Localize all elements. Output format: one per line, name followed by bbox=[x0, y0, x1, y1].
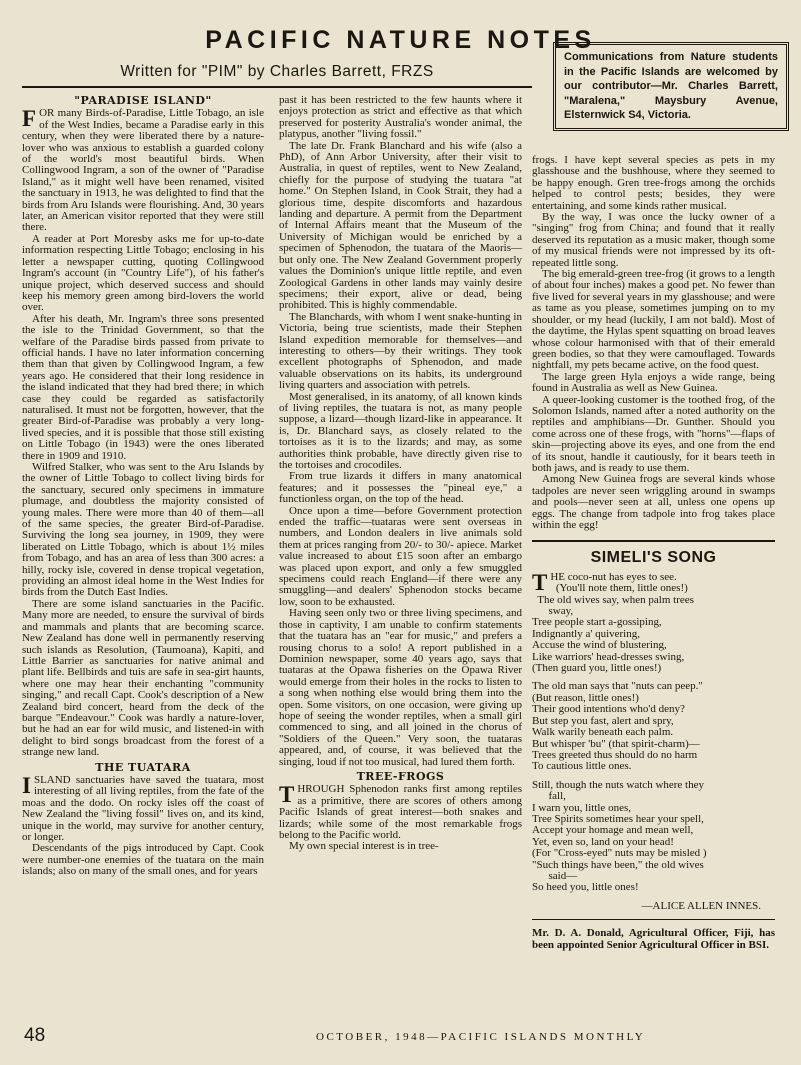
poem-line: Accept your homage and mean well, bbox=[532, 824, 694, 837]
poem-line: Tree people start a-gossiping, bbox=[532, 616, 662, 629]
page-number: 48 bbox=[24, 1025, 46, 1046]
paragraph: There are some island sanctuaries in the Pacific. Many more are needed, to ensure the survival of birds and mammals and plants that are becoming scarce. New Zealand has done well in permanently reserving such islands as Resolution, (Taumoana), Kapiti, and Little Barrier as sanctuaries for native animal and plant life. Bellbirds and tuis are safe in sea-girt haunts, where one may hear their enchanting "community singing," and recall Capt. Cook's description of a New Zealand bird concert, heard from the deck of the barque "Endeavour." Cook was hardly a nature-lover, but he had an ear for wild music, and listened-in with delight to bird songs broadcast from the forest of a strange new land. bbox=[22, 597, 264, 759]
paragraph: Most generalised, in its anatomy, of all known kinds of living reptiles, the tuatara is not, as many people suppose, a lizard—though lizard-like in appearance. It is, Dr. Blanchard says, as closely related to the tortoises as it is to the lizards; and may, as some authorities think probable, have directly given rise to the tortoises and crocodiles. bbox=[279, 390, 522, 471]
poem-stanza-2 bbox=[532, 681, 775, 772]
poem-stanza-3 bbox=[532, 780, 775, 894]
poem-line: (But reason, little ones!) bbox=[532, 691, 639, 704]
contributions-notice: Communications from Nature students in the Pacific Islands are welcomed by our contributor—Mr. Charles Barrett, "Maralena," Maysbury Avenue, Elsternwick S4, Victoria. bbox=[553, 42, 789, 131]
paragraph: Once upon a time—before Government protection ended the traffic—tuataras were sent overseas in numbers, and London dealers in live animals sold them at prices ranging from 20/- to 30/- apiece. Market value increased to about £15 soon after an embargo was placed upon export, and only a few smuggled specimens could reach England—if there were any smuggling—and dealers' Sphenodon stocks became low, soon to be exhausted. bbox=[279, 504, 522, 608]
poem-line: Like warriors' head-dresses swing, bbox=[532, 650, 685, 663]
section-heading-paradise-island: "PARADISE ISLAND" bbox=[74, 94, 212, 107]
poem-line: (Then guard you, little ones!) bbox=[532, 662, 662, 675]
divider bbox=[532, 540, 775, 542]
poem-line: Yet, even so, land on your head! bbox=[532, 835, 674, 848]
poem-line: Indignantly a' quivering, bbox=[532, 627, 640, 640]
poem-line: Still, though the nuts watch where they bbox=[532, 778, 704, 791]
column-1 bbox=[22, 92, 264, 878]
paragraph: The Blanchards, with whom I went snake-hunting in Victoria, being true scientists, made their Stephen Island expedition memorable for themselves—and interesting to others—by their writings. They took excellent photographs of Sphenodon, and made valuable observations on its habits, its underground living quarters and association with petrels. bbox=[279, 310, 522, 392]
paragraph: The late Dr. Frank Blanchard and his wife (also a PhD), of Ann Arbor University, after their visit to Australia, in quest of reptiles, went to New Zealand, chiefly for the purpose of studying the tuatara "at home." On Stephen Island, in Cook Strait, they had a glorious time, despite discomforts and hazardous landing and departure. A permit from the Department of Internal Affairs meant that the Museum of the University of Michigan would be enriched by a specimen of Sphenodon, the tuatara of the Maoris—but only one. The New Zealand Government properly values the Dominion's unique little reptile, and even Zoological Gardens in other lands may vainly desire specimens; their export, alive or dead, being prohibited. This is highly commendable. bbox=[279, 139, 522, 312]
paragraph: FOR many Birds-of-Paradise, Little Tobago, an isle of the West Indies, became a Paradise early in this century, when they were liberated there by a nature-lover who was anxious to establish a guarded colony of the world's most beautiful birds. When Collingwood Ingram, a son of the owner of "Paradise Island," as it might well have been renamed, visited the sanctuary in 1913, he was delighted to find that the birds from Aru Islands were flourishing. And, 30 years later, an American visitor reported that they were still there. bbox=[22, 106, 264, 234]
paragraph: By the way, I was once the lucky owner of a "singing" frog from China; and found that it really deserved its reputation as a music maker, though some of my musical friends were not impressed by its oft-repeated little song. bbox=[532, 211, 775, 269]
paragraph: Having seen only two or three living specimens, and those in captivity, I am unable to confirm statements that the tuatara has an "ear for music," and prefers a rousing chorus to a solo! A report published in a Dominion newspaper, some 40 years ago, says that tuataras at the Opawa fisheries on the Opawa River would emerge from their holes in the rocks to listen to a song when nothing else would bring them into the open. Some visitors, on one occasion, were giving up hope of seeing the wonder reptiles, when a small girl commenced to sing, and all joined in the chorus of "Soldiers of the Queen." Very soon, the tuataras appeared, and, of course, it was believed that the singing, loud if not too musical, had lured them forth. bbox=[279, 607, 522, 768]
paragraph: past it has been restricted to the few haunts where it enjoys protection as strict and effective as that which preserved for posterity Australia's wonder animal, the platypus, another "living fossil." bbox=[279, 94, 522, 141]
paragraph: ISLAND sanctuaries have saved the tuatara, most interesting of all living reptiles, from the fate of the moas and the dodo. On rocky isles off the coast of New Zealand the "living fossil" lives on, and its kind, unique in the world, may survive for another century, or longer. bbox=[22, 772, 264, 843]
column-3 bbox=[532, 155, 775, 951]
paragraph: frogs. I have kept several species as pets in my glasshouse and the bushhouse, where they seemed to be happy enough. Gren tree-frogs among the orchids helped to control pests; besides, they were entertaining, and some kinds rather musical. bbox=[532, 154, 775, 212]
poem-line: The old wives say, when palm trees bbox=[532, 593, 694, 606]
paragraph: The large green Hyla enjoys a wide range, being found in Australia as well as New Guinea. bbox=[532, 370, 775, 395]
poem-line: fall, bbox=[532, 790, 566, 803]
poem-line: I warn you, little ones, bbox=[532, 801, 631, 814]
poem-line: Accuse the wind of blustering, bbox=[532, 639, 667, 652]
poem-line: The old man says that "nuts can peep." bbox=[532, 680, 703, 693]
poem-line: But step you fast, alert and spry, bbox=[532, 714, 674, 727]
paragraph: A reader at Port Moresby asks me for up-to-date information respecting Little Tobago; enclosing in his letter a newspaper cutting, quoting Collingwood Ingram's account (in "Country Life"), of his father's unique project, which deserved success and should keep his memory green among bird-lovers the world over. bbox=[22, 232, 264, 314]
byline: Written for "PIM" by Charles Barrett, FRZS bbox=[120, 63, 434, 80]
running-footer: OCTOBER, 1948—PACIFIC ISLANDS MONTHLY bbox=[316, 1031, 646, 1043]
byline-rule bbox=[22, 86, 532, 88]
paragraph: Among New Guinea frogs are several kinds whose tadpoles are never seen wriggling around in swamps and pools—never seen at all, unless one opens up eggs. The change from tadpole into frog takes place within the egg! bbox=[532, 473, 775, 531]
section-heading-tuatara: THE TUATARA bbox=[95, 760, 191, 774]
poem-line: said— bbox=[532, 869, 578, 882]
poem-line: HE coco-nut has eyes to see. bbox=[550, 570, 677, 583]
divider bbox=[532, 919, 775, 920]
paragraph: From true lizards it differs in many anatomical features; and it possesses the "pineal eye," a functionless organ, on the top of the head. bbox=[279, 470, 522, 506]
paragraph: My own special interest is in tree- bbox=[289, 840, 439, 853]
poem-line: Tree Spirits sometimes hear your spell, bbox=[532, 812, 704, 825]
poem-line: "Such things have been," the old wives bbox=[532, 858, 704, 871]
poem-line: Their good intentions who'd deny? bbox=[532, 703, 685, 716]
drop-cap: I bbox=[22, 772, 31, 798]
column-2 bbox=[279, 95, 522, 853]
paragraph: A queer-looking customer is the toothed frog, of the Solomon Islands, named after a noted authority on the reptiles and amphibians—Dr. Gunther. Should you come across one of these frogs, with "horns"—flaps of skin—projecting above its eyes, and one from the end of its snout, handle it cautiously, for it bears teeth in both jaws, and is ready to use them. bbox=[532, 393, 775, 474]
paragraph: Descendants of the pigs introduced by Capt. Cook were number-one enemies of the tuatara on the main islands; also on many of the small ones, and for years bbox=[22, 842, 264, 878]
drop-cap: F bbox=[22, 106, 37, 132]
poem-title: SIMELI'S SONG bbox=[590, 549, 717, 567]
paragraph: After his death, Mr. Ingram's three sons presented the isle to the Trinidad Government, so that the welfare of the Paradise birds passed from private to official hands. I have no later information concerning them than that given by Collingwood Ingram, a few years ago. He considered that their long residence in the island indicated that they had bred there; in which case they could be regarded as satisfactorily naturalised. It must not be forgotten, however, that the greater Bird-of-Paradise was probably a very long-lived species, and it is possible that those still existing on Little Tobago (in 1943) were the ones liberated there in 1909 and 1910. bbox=[22, 312, 264, 462]
paragraph: THROUGH Sphenodon ranks first among reptiles as a primitive, there are scores of others among Pacific Islands of great interest—both snakes and lizards; while some of the most remarkable frogs belong to the Pacific world. bbox=[279, 782, 522, 841]
poem-line: So heed you, little ones! bbox=[532, 881, 639, 894]
poem-stanza-1 bbox=[532, 569, 775, 675]
appointment-note: Mr. D. A. Donald, Agricultural Officer, Fiji, has been appointed Senior Agricultural Officer in BSI. bbox=[532, 927, 775, 951]
paragraph: The big emerald-green tree-frog (it grows to a length of about four inches) makes a good pet. No fewer than five lived for several years in my glasshouse; and were as tame as you please, sometimes jumping on to my shoulder, or my head (luckily, I am not bald). Most of the daytime, the Hylas spent squatting on broad leaves whose colour harmonised with that of their emerald green bodies, so that they were camouflaged. Towards nightfall, my pets became active, on the food quest. bbox=[532, 268, 775, 372]
poem-line: To cautious little ones. bbox=[532, 760, 632, 773]
poem-line: Trees greeted thus should do no harm bbox=[532, 748, 698, 761]
page-title: PACIFIC NATURE NOTES bbox=[205, 26, 596, 54]
poem-line: (You'll note them, little ones!) bbox=[550, 582, 688, 595]
drop-cap: T bbox=[279, 782, 295, 808]
poem-line: (For "Cross-eyed" nuts may be misled ) bbox=[532, 847, 707, 860]
section-heading-tree-frogs: TREE-FROGS bbox=[356, 769, 445, 783]
poem-line: But whisper 'bu" (that spirit-charm)— bbox=[532, 737, 700, 750]
drop-cap: T bbox=[532, 569, 548, 595]
poem-line: sway, bbox=[532, 605, 574, 618]
poem-signature: —ALICE ALLEN INNES. bbox=[641, 899, 761, 912]
poem-line: Walk warily beneath each palm. bbox=[532, 726, 674, 739]
paragraph: Wilfred Stalker, who was sent to the Aru Islands by the owner of Little Tobago to collect living birds for the sanctuary, secured only specimens in immature plumage, and doubtless the majority consisted of young males. There were more than 40 of them—all of the same species, the greater Bird-of-Paradise. Surviving the long sea journey, in 1909, they were liberated on Little Tobago, which is about 1½ miles from Tobago, and has an area of less than 300 acres: a hilly, rocky isle, covered in dense tropical vegetation, providing an almost ideal home in the West Indies for birds from the Dutch East Indies. bbox=[22, 461, 264, 599]
